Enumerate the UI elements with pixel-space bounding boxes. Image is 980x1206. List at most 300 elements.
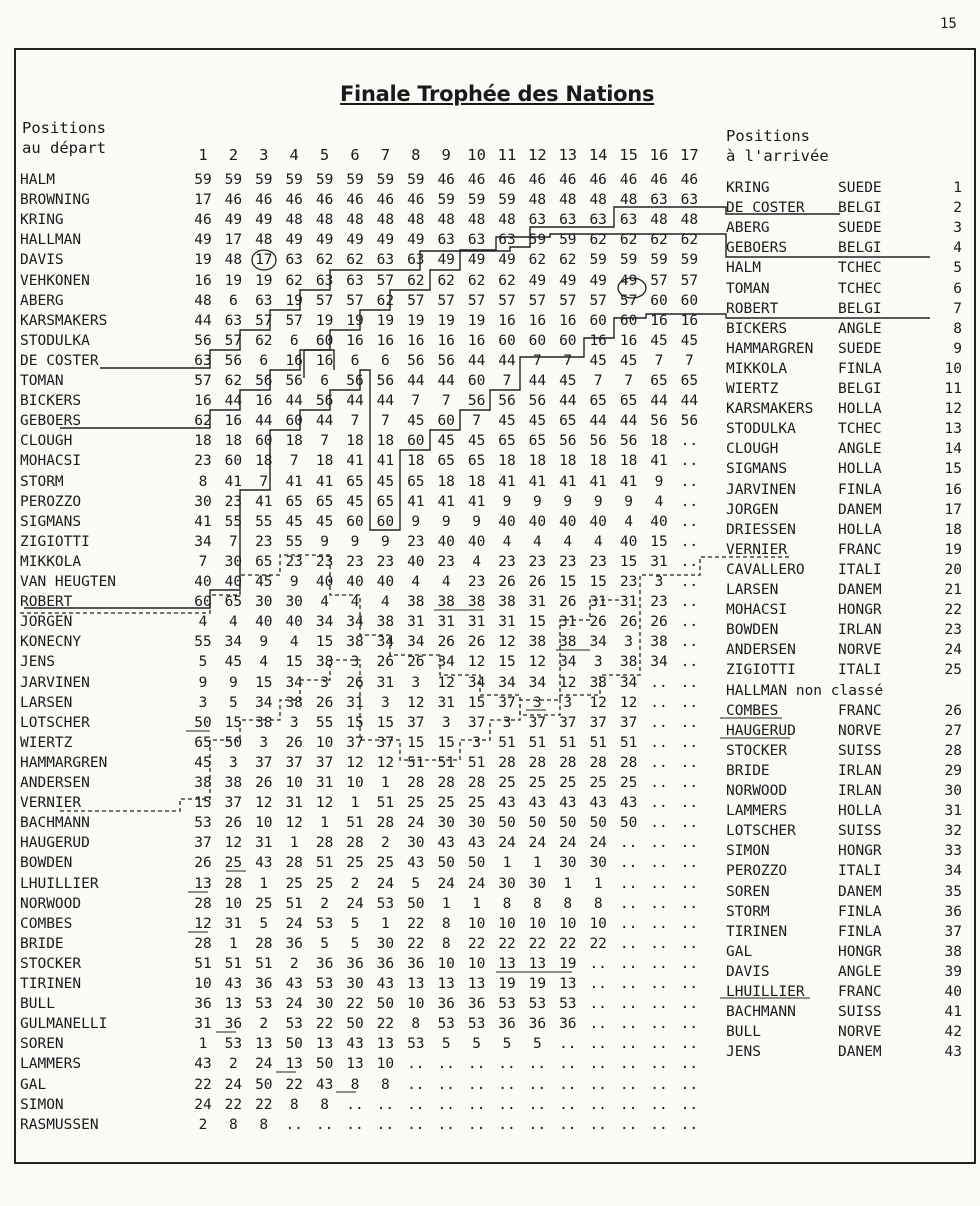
lap-position-cell: .. xyxy=(650,694,668,711)
lap-position-cell: 28 xyxy=(224,875,243,892)
finish-position: 19 xyxy=(944,541,962,558)
rider-name: TOMAN xyxy=(726,280,770,297)
lap-position-cell: 63 xyxy=(528,212,547,229)
lap-position-cell: 22 xyxy=(285,1076,303,1093)
start-position-name: DE COSTER xyxy=(20,352,99,369)
lap-position-cell: 3 xyxy=(502,714,512,731)
lap-position-cell: 44 xyxy=(346,393,364,410)
start-position-name: JARVINEN xyxy=(20,674,90,691)
lap-position-cell: 63 xyxy=(255,292,273,309)
lap-position-cell: 57 xyxy=(498,292,516,309)
rider-country: SUEDE xyxy=(838,220,882,237)
lap-position-cell: 60 xyxy=(437,413,455,430)
lap-position-cell: 1 xyxy=(350,795,360,812)
lap-position-cell: 37 xyxy=(559,714,577,731)
lap-position-cell: 12 xyxy=(559,674,577,691)
start-position-name: BULL xyxy=(20,996,55,1013)
lap-position-cell: .. xyxy=(559,1076,577,1093)
lap-position-cell: 45 xyxy=(285,513,303,530)
lap-position-cell: 57 xyxy=(255,312,273,329)
lap-position-cell: 10 xyxy=(528,915,547,932)
lap-number: 10 xyxy=(467,146,486,164)
lap-position-cell: 22 xyxy=(589,935,607,952)
lap-position-cell: 51 xyxy=(224,955,243,972)
lap-position-cell: 26 xyxy=(315,694,334,711)
lap-position-cell: 34 xyxy=(407,634,425,651)
lap-position-cell: 34 xyxy=(589,634,607,651)
lap-position-cell: 48 xyxy=(407,212,425,229)
lap-position-cell: 41 xyxy=(315,473,334,490)
lap-position-cell: 31 xyxy=(528,594,547,611)
rider-country: FRANC xyxy=(838,541,882,558)
lap-position-cell: 49 xyxy=(619,272,638,289)
lap-position-cell: 43 xyxy=(315,1076,334,1093)
lap-position-cell: 38 xyxy=(437,594,455,611)
lap-position-cell: 59 xyxy=(376,172,395,188)
lap-position-cell: .. xyxy=(437,1116,455,1133)
lap-position-cell: 19 xyxy=(376,312,395,329)
lap-position-cell: 48 xyxy=(559,192,577,209)
lap-position-cell: .. xyxy=(559,1056,577,1073)
lap-position-cell: 25 xyxy=(315,875,334,892)
rider-country: SUISS xyxy=(838,1004,882,1021)
finish-position: 16 xyxy=(944,481,962,498)
rider-country: TCHEC xyxy=(838,421,882,438)
lap-position-cell: 24 xyxy=(589,835,607,852)
lap-position-cell: 65 xyxy=(619,393,638,410)
lap-position-cell: 15 xyxy=(255,674,273,691)
lap-position-cell: 13 xyxy=(407,976,425,992)
lap-position-cell: .. xyxy=(407,1056,425,1073)
start-position-name: NORWOOD xyxy=(20,895,82,912)
lap-position-cell: 4 xyxy=(350,594,360,611)
lap-position-cell: .. xyxy=(680,935,699,952)
lap-position-cell: 13 xyxy=(255,1036,273,1053)
lap-position-cell: 60 xyxy=(255,433,273,450)
lap-position-cell: 23 xyxy=(498,553,516,570)
start-position-name: SIMON xyxy=(20,1096,64,1113)
lap-position-cell: 4 xyxy=(229,614,238,631)
lap-position-cell: 49 xyxy=(559,272,577,289)
start-position-name: KARSMAKERS xyxy=(20,312,108,329)
lap-position-cell: 10 xyxy=(346,775,364,791)
lap-position-cell: 18 xyxy=(650,433,668,450)
lap-position-cell: 44 xyxy=(407,373,425,389)
lap-position-cell: 37 xyxy=(589,714,607,731)
lap-position-cell: .. xyxy=(650,895,668,912)
lap-position-cell: 65 xyxy=(589,393,607,410)
lap-position-cell: 48 xyxy=(376,212,395,229)
lap-position-cell: 40 xyxy=(285,614,303,631)
lap-position-cell: .. xyxy=(680,815,699,832)
lap-position-cell: 36 xyxy=(255,976,273,992)
lap-position-cell: 3 xyxy=(624,634,633,651)
lap-position-cell: 6 xyxy=(381,352,390,369)
lap-position-cell: 43 xyxy=(194,1056,212,1073)
lap-position-cell: .. xyxy=(680,976,699,992)
lap-position-cell: 49 xyxy=(315,232,334,249)
lap-position-cell: 60 xyxy=(224,453,243,470)
start-position-name: HALLMAN xyxy=(20,232,82,249)
lap-position-cell: 31 xyxy=(194,1016,212,1033)
rider-name: HAUGERUD xyxy=(726,722,796,739)
lap-position-cell: 13 xyxy=(559,976,577,992)
lap-position-cell: .. xyxy=(680,895,699,912)
lap-position-cell: 38 xyxy=(194,775,212,791)
lap-position-cell: .. xyxy=(467,1096,486,1113)
lap-position-cell: .. xyxy=(437,1076,455,1093)
lap-position-cell: 49 xyxy=(498,252,516,269)
lap-number: 14 xyxy=(588,146,608,164)
lap-position-cell: 12 xyxy=(407,694,425,711)
lap-position-cell: 16 xyxy=(498,312,516,329)
lap-position-cell: 2 xyxy=(381,835,390,852)
rider-country: HOLLA xyxy=(838,521,882,538)
lap-position-cell: 2 xyxy=(350,875,360,892)
lap-position-cell: .. xyxy=(680,614,699,631)
lap-position-cell: 44 xyxy=(528,373,547,389)
lap-position-cell: 51 xyxy=(589,734,607,751)
lap-position-cell: 22 xyxy=(194,1076,212,1093)
finish-position: 38 xyxy=(944,943,962,960)
lap-position-cell: 53 xyxy=(528,996,547,1013)
lap-position-cell: .. xyxy=(437,1056,455,1073)
lap-position-cell: 15 xyxy=(650,533,668,550)
lap-position-cell: 10 xyxy=(498,915,516,932)
rider-name: CLOUGH xyxy=(726,441,779,458)
rider-country: BELGI xyxy=(838,381,882,397)
rider-name: HALM xyxy=(726,260,761,277)
lap-position-cell: 5 xyxy=(198,654,208,671)
lap-position-cell: 46 xyxy=(680,172,699,188)
lap-position-cell: 59 xyxy=(407,172,425,188)
start-position-name: PEROZZO xyxy=(20,493,82,510)
start-position-name: HALM xyxy=(20,172,55,188)
lap-position-cell: 10 xyxy=(559,915,577,932)
lap-position-cell: 7 xyxy=(654,352,664,369)
lap-position-cell: 43 xyxy=(346,1036,364,1053)
rider-country: BELGI xyxy=(838,300,882,317)
rider-name: LAMMERS xyxy=(726,803,788,820)
lap-position-cell: 4 xyxy=(381,594,390,611)
lap-position-cell: 8 xyxy=(350,1076,360,1093)
lap-position-cell: .. xyxy=(650,1076,668,1093)
lap-number: 3 xyxy=(259,146,269,164)
lap-position-cell: 63 xyxy=(376,252,395,269)
lap-position-cell: 37 xyxy=(194,835,212,852)
lap-position-cell: 43 xyxy=(498,795,516,812)
lap-position-cell: 5 xyxy=(411,875,421,892)
rider-name: ABERG xyxy=(726,220,770,237)
lap-position-cell: 4 xyxy=(624,513,633,530)
lap-position-cell: 22 xyxy=(407,915,425,932)
lap-position-cell: 16 xyxy=(589,332,607,349)
lap-position-cell: .. xyxy=(437,1096,455,1113)
lap-position-cell: 22 xyxy=(224,1096,243,1113)
lap-position-cell: 50 xyxy=(498,815,516,832)
lap-position-cell: 55 xyxy=(285,533,303,550)
lap-position-cell: 2 xyxy=(289,955,299,972)
lap-position-cell: 40 xyxy=(315,574,334,590)
lap-position-cell: 3 xyxy=(654,574,664,590)
lap-position-cell: 56 xyxy=(619,433,638,450)
rider-country: DANEM xyxy=(838,1044,882,1061)
lap-position-cell: .. xyxy=(650,775,668,791)
lap-position-cell: 31 xyxy=(619,594,638,611)
lap-position-cell: 34 xyxy=(650,654,668,671)
finish-position: 21 xyxy=(944,582,962,598)
lap-position-cell: 8 xyxy=(593,895,603,912)
lap-position-cell: 57 xyxy=(315,292,334,309)
lap-position-cell: 65 xyxy=(194,734,212,751)
lap-position-cell: 56 xyxy=(407,352,425,369)
lap-position-cell: 30 xyxy=(589,855,607,872)
lap-position-cell: 43 xyxy=(255,855,273,872)
lap-position-cell: .. xyxy=(650,996,668,1013)
lap-position-cell: 17 xyxy=(255,252,273,269)
lap-position-cell: 51 xyxy=(255,955,273,972)
lap-position-cell: 12 xyxy=(498,634,516,651)
lap-number: 11 xyxy=(497,146,517,164)
lap-position-cell: 48 xyxy=(589,192,607,209)
finish-position: 18 xyxy=(944,521,962,538)
start-position-name: BRIDE xyxy=(20,935,64,952)
start-position-name: RASMUSSEN xyxy=(20,1116,99,1133)
lap-position-cell: 5 xyxy=(229,694,238,711)
lap-position-cell: 55 xyxy=(224,513,243,530)
rider-country: SUEDE xyxy=(838,340,882,357)
lap-position-cell: 57 xyxy=(407,292,425,309)
finish-position: 32 xyxy=(944,823,962,840)
finish-position: 2 xyxy=(953,200,962,217)
lap-position-cell: 45 xyxy=(589,352,607,369)
lap-position-cell: 38 xyxy=(255,714,273,731)
lap-position-cell: 62 xyxy=(589,232,607,249)
lap-position-cell: 7 xyxy=(472,413,481,430)
lap-position-cell: 8 xyxy=(441,935,451,952)
lap-position-cell: 26 xyxy=(498,574,516,590)
lap-position-cell: 53 xyxy=(498,996,516,1013)
lap-position-cell: 36 xyxy=(194,996,212,1013)
lap-position-cell: 59 xyxy=(315,172,334,188)
lap-position-cell: 10 xyxy=(589,915,607,932)
lap-position-cell: 1 xyxy=(381,915,390,932)
lap-position-cell: 48 xyxy=(255,232,273,249)
lap-position-cell: 25 xyxy=(437,795,455,812)
lap-position-cell: 65 xyxy=(437,453,455,470)
lap-position-cell: 53 xyxy=(255,996,273,1013)
lap-position-cell: 56 xyxy=(559,433,577,450)
lap-position-cell: 57 xyxy=(619,292,638,309)
lap-position-cell: 8 xyxy=(289,1096,299,1113)
lap-number: 6 xyxy=(350,146,360,164)
lap-position-cell: 50 xyxy=(255,1076,273,1093)
lap-position-cell: 23 xyxy=(255,533,273,550)
lap-position-cell: .. xyxy=(407,1076,425,1093)
lap-position-cell: .. xyxy=(619,935,638,952)
start-header-line-1: Positions xyxy=(22,119,106,137)
lap-position-cell: 62 xyxy=(315,252,334,269)
lap-position-cell: 31 xyxy=(285,795,303,812)
start-position-name: BICKERS xyxy=(20,393,82,410)
lap-position-cell: 7 xyxy=(289,453,299,470)
lap-position-cell: 65 xyxy=(346,473,364,490)
lap-position-cell: .. xyxy=(589,996,607,1013)
lap-position-cell: 25 xyxy=(255,895,273,912)
lap-position-cell: 46 xyxy=(619,172,638,188)
start-position-name: KRING xyxy=(20,212,64,229)
lap-position-cell: 51 xyxy=(285,895,303,912)
lap-position-cell: 4 xyxy=(441,574,451,590)
lap-position-cell: 40 xyxy=(498,513,516,530)
lap-position-cell: 4 xyxy=(502,533,512,550)
lap-position-cell: 44 xyxy=(194,312,212,329)
lap-position-cell: 30 xyxy=(224,553,243,570)
lap-position-cell: .. xyxy=(680,775,699,791)
lap-position-cell: 53 xyxy=(315,976,334,992)
lap-position-cell: 48 xyxy=(437,212,455,229)
lap-position-cell: 34 xyxy=(467,674,486,691)
finish-position: 42 xyxy=(944,1024,962,1041)
lap-position-cell: 7 xyxy=(411,393,421,410)
lap-position-cell: 51 xyxy=(619,734,638,751)
lap-position-cell: .. xyxy=(619,1096,638,1113)
finish-position: 6 xyxy=(953,280,962,297)
lap-position-cell: 30 xyxy=(467,815,486,832)
lap-position-cell: 46 xyxy=(285,192,303,209)
lap-position-cell: 46 xyxy=(224,192,243,209)
lap-position-cell: 7 xyxy=(320,433,329,450)
lap-position-cell: 43 xyxy=(528,795,547,812)
lap-position-cell: 45 xyxy=(407,413,425,430)
lap-position-cell: 38 xyxy=(619,654,638,671)
lap-position-cell: 23 xyxy=(437,553,455,570)
lap-number: 12 xyxy=(528,146,547,164)
lap-position-cell: 13 xyxy=(194,875,212,892)
lap-position-cell: 57 xyxy=(194,373,212,389)
lap-position-cell: 7 xyxy=(441,393,451,410)
rider-name: DRIESSEN xyxy=(726,521,796,538)
lap-position-cell: 40 xyxy=(224,574,243,590)
lap-position-cell: 46 xyxy=(528,172,547,188)
lap-position-cell: .. xyxy=(498,1076,516,1093)
lap-position-cell: 38 xyxy=(224,775,243,791)
lap-position-cell: 4 xyxy=(472,553,481,570)
lap-position-cell: 28 xyxy=(498,754,516,771)
lap-position-cell: 4 xyxy=(411,574,421,590)
lap-position-cell: 50 xyxy=(285,1036,303,1053)
start-position-name: VAN HEUGTEN xyxy=(20,574,117,590)
lap-position-cell: 23 xyxy=(285,553,303,570)
lap-position-cell: 7 xyxy=(685,352,694,369)
lap-position-cell: .. xyxy=(650,1016,668,1033)
lap-position-cell: .. xyxy=(589,1096,607,1113)
lap-position-cell: 25 xyxy=(346,855,364,872)
rider-name: BRIDE xyxy=(726,762,770,779)
lap-position-cell: 25 xyxy=(498,775,516,791)
lap-position-cell: 16 xyxy=(528,312,547,329)
lap-position-cell: 45 xyxy=(498,413,516,430)
lap-position-cell: 37 xyxy=(376,734,395,751)
rider-name: STOCKER xyxy=(726,742,788,759)
finish-position: 12 xyxy=(944,401,962,418)
lap-position-cell: 60 xyxy=(559,332,577,349)
lap-position-cell: 44 xyxy=(437,373,455,389)
rider-country: ITALI xyxy=(838,662,882,679)
lap-position-cell: 15 xyxy=(498,654,516,671)
lap-position-cell: 12 xyxy=(194,915,212,932)
lap-position-cell: .. xyxy=(619,835,638,852)
start-position-name: STOCKER xyxy=(20,955,82,972)
lap-position-cell: 25 xyxy=(559,775,577,791)
lap-position-cell: 50 xyxy=(437,855,455,872)
lap-position-cell: 60 xyxy=(467,373,486,389)
lap-number: 16 xyxy=(649,146,669,164)
lap-position-cell: 18 xyxy=(407,453,425,470)
start-position-name: DAVIS xyxy=(20,252,64,269)
lap-position-cell: 46 xyxy=(376,192,395,209)
start-position-name: ABERG xyxy=(20,292,64,309)
lap-position-cell: .. xyxy=(619,976,638,992)
lap-position-cell: 30 xyxy=(194,493,212,510)
lap-position-cell: 16 xyxy=(194,272,212,289)
lap-position-cell: 43 xyxy=(285,976,303,992)
lap-position-cell: 48 xyxy=(650,212,668,229)
lap-position-cell: 23 xyxy=(589,553,607,570)
lap-position-cell: 7 xyxy=(593,373,603,389)
lap-position-cell: 10 xyxy=(194,976,212,992)
lap-position-cell: 19 xyxy=(315,312,334,329)
lap-position-cell: 50 xyxy=(619,815,638,832)
lap-position-cell: 1 xyxy=(229,935,238,952)
lap-position-cell: 19 xyxy=(528,976,547,992)
lap-position-cell: .. xyxy=(680,996,699,1013)
lap-position-cell: .. xyxy=(650,935,668,952)
rider-name: LOTSCHER xyxy=(726,823,796,840)
rider-country: HOLLA xyxy=(838,461,882,478)
finish-position: 1 xyxy=(953,180,962,196)
lap-position-cell: 25 xyxy=(619,775,638,791)
lap-position-cell: 23 xyxy=(376,553,395,570)
lap-position-cell: .. xyxy=(528,1096,547,1113)
lap-position-cell: 57 xyxy=(680,272,699,289)
lap-position-cell: 40 xyxy=(407,553,425,570)
lap-position-cell: 26 xyxy=(437,634,455,651)
lap-position-cell: 15 xyxy=(346,714,364,731)
start-position-name: MOHACSI xyxy=(20,453,82,470)
lap-position-cell: 9 xyxy=(289,574,299,590)
lap-position-cell: 65 xyxy=(224,594,243,611)
lap-position-cell: 24 xyxy=(559,835,577,852)
lap-position-cell: 44 xyxy=(589,413,607,430)
lap-position-cell: 56 xyxy=(437,352,455,369)
start-position-name: WIERTZ xyxy=(20,734,73,751)
lap-position-cell: 19 xyxy=(285,292,303,309)
lap-position-cell: .. xyxy=(650,1096,668,1113)
lap-position-cell: 50 xyxy=(528,815,547,832)
lap-position-cell: 16 xyxy=(437,332,455,349)
lap-position-cell: .. xyxy=(619,1036,638,1053)
lap-position-cell: 63 xyxy=(589,212,607,229)
lap-position-cell: 57 xyxy=(467,292,486,309)
lap-position-cell: 28 xyxy=(194,895,212,912)
rider-country: FINLA xyxy=(838,903,882,920)
lap-position-cell: 43 xyxy=(559,795,577,812)
lap-position-cell: 22 xyxy=(498,935,516,952)
lap-position-cell: 41 xyxy=(467,493,486,510)
lap-position-cell: 3 xyxy=(593,654,603,671)
lap-position-cell: 43 xyxy=(224,976,243,992)
